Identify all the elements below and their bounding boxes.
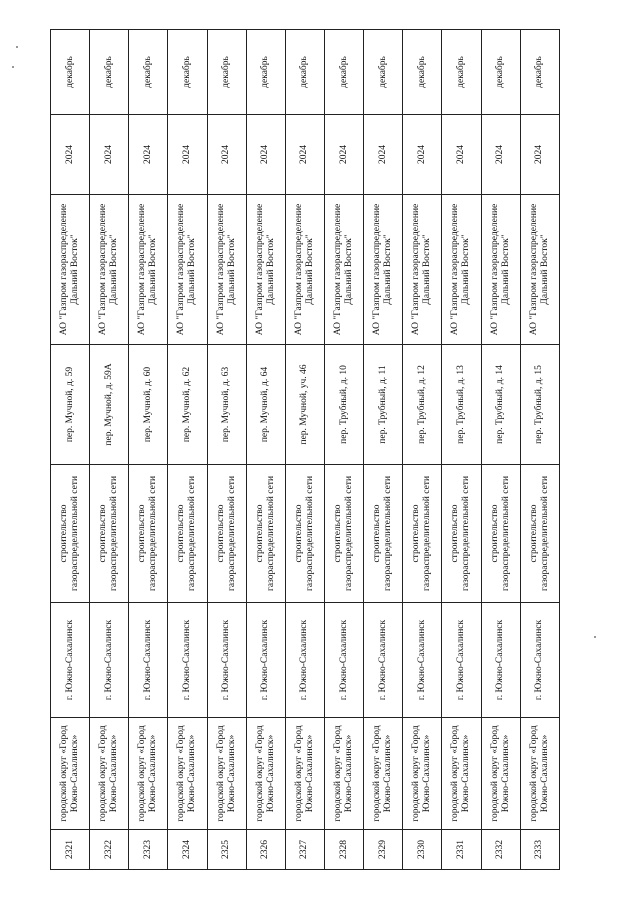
address-cell: пер. Трубный, д. 11 xyxy=(364,345,403,465)
month-cell: декабрь xyxy=(129,30,168,115)
settlement-cell: г. Южно-Сахалинск xyxy=(90,603,129,718)
row-number-cell: 2321 xyxy=(51,830,90,870)
scan-speck xyxy=(16,46,18,48)
address-cell: пер. Трубный, д. 14 xyxy=(481,345,520,465)
year-cell: 2024 xyxy=(51,115,90,195)
year-cell: 2024 xyxy=(129,115,168,195)
address-cell: пер. Мучной, д. 63 xyxy=(207,345,246,465)
year-cell: 2024 xyxy=(285,115,324,195)
organization-cell: АО "Газпром газораспределение Дальний Восток" xyxy=(129,195,168,345)
municipality-cell: городской округ «Город Южно-Сахалинск» xyxy=(129,718,168,830)
organization-cell: АО "Газпром газораспределение Дальний Восток" xyxy=(364,195,403,345)
work-type-cell: строительство газораспределительной сети xyxy=(364,465,403,603)
address-cell: пер. Мучной, д. 62 xyxy=(168,345,207,465)
table-row xyxy=(285,30,324,870)
row-number-cell: 2328 xyxy=(324,830,363,870)
organization-cell: АО "Газпром газораспределение Дальний Восток" xyxy=(246,195,285,345)
table-row xyxy=(324,30,363,870)
table-row xyxy=(168,30,207,870)
municipality-cell: городской округ «Город Южно-Сахалинск» xyxy=(246,718,285,830)
address-cell: пер. Трубный, д. 13 xyxy=(442,345,481,465)
organization-cell: АО "Газпром газораспределение Дальний Восток" xyxy=(51,195,90,345)
table-row xyxy=(129,30,168,870)
address-cell: пер. Мучной, д. 64 xyxy=(246,345,285,465)
table-row xyxy=(403,30,442,870)
year-cell: 2024 xyxy=(324,115,363,195)
address-cell: пер. Мучной, д. 60 xyxy=(129,345,168,465)
municipality-cell: городской округ «Город Южно-Сахалинск» xyxy=(51,718,90,830)
row-number-cell: 2324 xyxy=(168,830,207,870)
municipality-cell: городской округ «Город Южно-Сахалинск» xyxy=(90,718,129,830)
table-row xyxy=(481,30,520,870)
organization-cell: АО "Газпром газораспределение Дальний Восток" xyxy=(324,195,363,345)
work-type-cell: строительство газораспределительной сети xyxy=(285,465,324,603)
scan-speck xyxy=(594,636,596,638)
month-cell: декабрь xyxy=(168,30,207,115)
address-cell: пер. Трубный, д. 12 xyxy=(403,345,442,465)
work-type-cell: строительство газораспределительной сети xyxy=(168,465,207,603)
month-cell: декабрь xyxy=(364,30,403,115)
month-cell: декабрь xyxy=(520,30,559,115)
table-row xyxy=(442,30,481,870)
row-number-cell: 2325 xyxy=(207,830,246,870)
organization-cell: АО "Газпром газораспределение Дальний Восток" xyxy=(442,195,481,345)
settlement-cell: г. Южно-Сахалинск xyxy=(51,603,90,718)
month-cell: декабрь xyxy=(207,30,246,115)
year-cell: 2024 xyxy=(364,115,403,195)
gasification-table xyxy=(50,29,560,870)
address-cell: пер. Мучной, уч. 46 xyxy=(285,345,324,465)
table-row xyxy=(246,30,285,870)
year-cell: 2024 xyxy=(520,115,559,195)
settlement-cell: г. Южно-Сахалинск xyxy=(246,603,285,718)
month-cell: декабрь xyxy=(403,30,442,115)
table-row xyxy=(364,30,403,870)
municipality-cell: городской округ «Город Южно-Сахалинск» xyxy=(364,718,403,830)
address-cell: пер. Мучной, д. 59 xyxy=(51,345,90,465)
row-number-cell: 2330 xyxy=(403,830,442,870)
year-cell: 2024 xyxy=(90,115,129,195)
work-type-cell: строительство газораспределительной сети xyxy=(481,465,520,603)
year-cell: 2024 xyxy=(481,115,520,195)
work-type-cell: строительство газораспределительной сети xyxy=(442,465,481,603)
organization-cell: АО "Газпром газораспределение Дальний Восток" xyxy=(168,195,207,345)
address-cell: пер. Мучной, д. 59А xyxy=(90,345,129,465)
table-row xyxy=(51,30,90,870)
row-number-cell: 2333 xyxy=(520,830,559,870)
municipality-cell: городской округ «Город Южно-Сахалинск» xyxy=(285,718,324,830)
year-cell: 2024 xyxy=(246,115,285,195)
row-number-cell: 2327 xyxy=(285,830,324,870)
municipality-cell: городской округ «Город Южно-Сахалинск» xyxy=(168,718,207,830)
month-cell: декабрь xyxy=(90,30,129,115)
settlement-cell: г. Южно-Сахалинск xyxy=(285,603,324,718)
year-cell: 2024 xyxy=(207,115,246,195)
work-type-cell: строительство газораспределительной сети xyxy=(520,465,559,603)
table-row xyxy=(90,30,129,870)
settlement-cell: г. Южно-Сахалинск xyxy=(129,603,168,718)
rotated-table-container xyxy=(50,30,560,870)
organization-cell: АО "Газпром газораспределение Дальний Восток" xyxy=(90,195,129,345)
settlement-cell: г. Южно-Сахалинск xyxy=(168,603,207,718)
municipality-cell: городской округ «Город Южно-Сахалинск» xyxy=(520,718,559,830)
month-cell: декабрь xyxy=(442,30,481,115)
work-type-cell: строительство газораспределительной сети xyxy=(324,465,363,603)
year-cell: 2024 xyxy=(442,115,481,195)
work-type-cell: строительство газораспределительной сети xyxy=(403,465,442,603)
settlement-cell: г. Южно-Сахалинск xyxy=(207,603,246,718)
address-cell: пер. Трубный, д. 15 xyxy=(520,345,559,465)
organization-cell: АО "Газпром газораспределение Дальний Восток" xyxy=(481,195,520,345)
settlement-cell: г. Южно-Сахалинск xyxy=(324,603,363,718)
month-cell: декабрь xyxy=(51,30,90,115)
table-row xyxy=(520,30,559,870)
municipality-cell: городской округ «Город Южно-Сахалинск» xyxy=(481,718,520,830)
work-type-cell: строительство газораспределительной сети xyxy=(51,465,90,603)
settlement-cell: г. Южно-Сахалинск xyxy=(520,603,559,718)
organization-cell: АО "Газпром газораспределение Дальний Восток" xyxy=(403,195,442,345)
organization-cell: АО "Газпром газораспределение Дальний Восток" xyxy=(285,195,324,345)
municipality-cell: городской округ «Город Южно-Сахалинск» xyxy=(324,718,363,830)
month-cell: декабрь xyxy=(285,30,324,115)
year-cell: 2024 xyxy=(403,115,442,195)
work-type-cell: строительство газораспределительной сети xyxy=(207,465,246,603)
year-cell: 2024 xyxy=(168,115,207,195)
table-body xyxy=(51,30,560,870)
month-cell: декабрь xyxy=(324,30,363,115)
month-cell: декабрь xyxy=(246,30,285,115)
address-cell: пер. Трубный, д. 10 xyxy=(324,345,363,465)
table-row xyxy=(207,30,246,870)
settlement-cell: г. Южно-Сахалинск xyxy=(364,603,403,718)
row-number-cell: 2329 xyxy=(364,830,403,870)
municipality-cell: городской округ «Город Южно-Сахалинск» xyxy=(442,718,481,830)
row-number-cell: 2332 xyxy=(481,830,520,870)
row-number-cell: 2323 xyxy=(129,830,168,870)
row-number-cell: 2322 xyxy=(90,830,129,870)
scan-speck xyxy=(12,66,14,68)
municipality-cell: городской округ «Город Южно-Сахалинск» xyxy=(403,718,442,830)
row-number-cell: 2326 xyxy=(246,830,285,870)
settlement-cell: г. Южно-Сахалинск xyxy=(442,603,481,718)
work-type-cell: строительство газораспределительной сети xyxy=(246,465,285,603)
municipality-cell: городской округ «Город Южно-Сахалинск» xyxy=(207,718,246,830)
row-number-cell: 2331 xyxy=(442,830,481,870)
organization-cell: АО "Газпром газораспределение Дальний Восток" xyxy=(520,195,559,345)
work-type-cell: строительство газораспределительной сети xyxy=(90,465,129,603)
organization-cell: АО "Газпром газораспределение Дальний Восток" xyxy=(207,195,246,345)
settlement-cell: г. Южно-Сахалинск xyxy=(403,603,442,718)
month-cell: декабрь xyxy=(481,30,520,115)
work-type-cell: строительство газораспределительной сети xyxy=(129,465,168,603)
settlement-cell: г. Южно-Сахалинск xyxy=(481,603,520,718)
